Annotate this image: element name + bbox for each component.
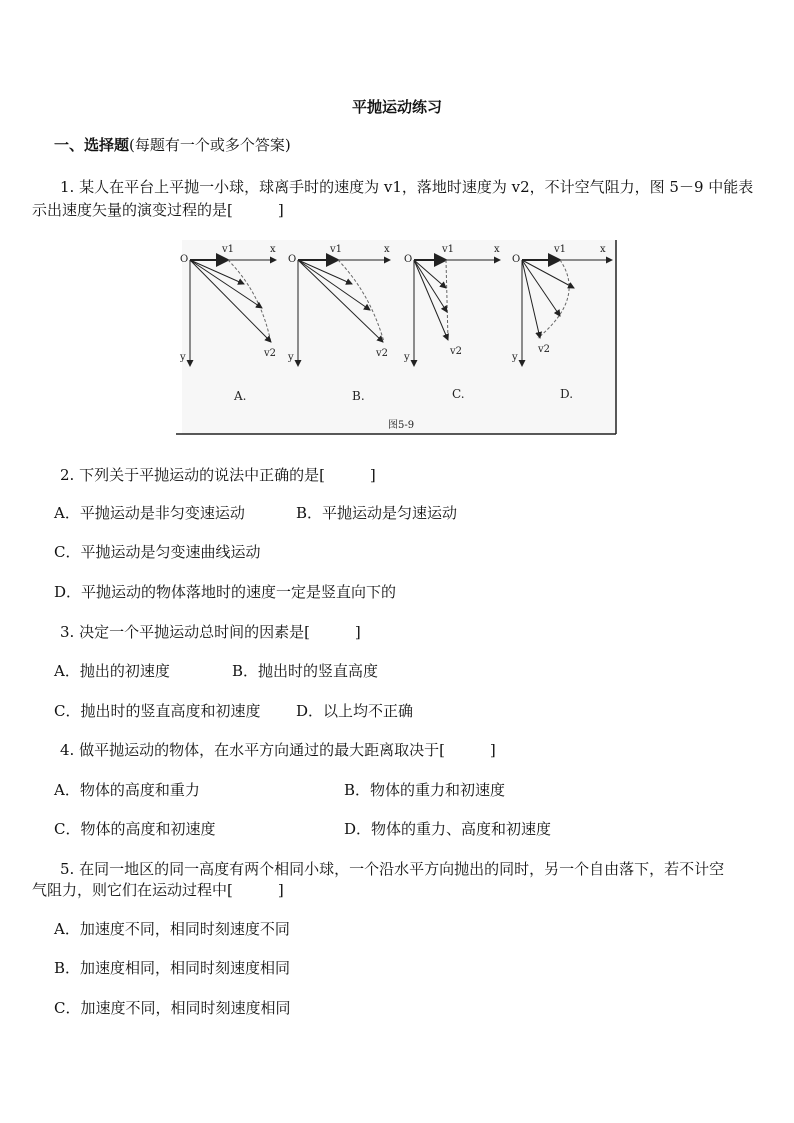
panel-b-x: x bbox=[384, 244, 390, 255]
panel-c-label: C. bbox=[452, 387, 465, 401]
question-3-option-a: A．抛出的初速度 bbox=[54, 662, 170, 680]
panel-d-v2: v2 bbox=[538, 344, 551, 355]
question-5-option-a: A．加速度不同，相同时刻速度不同 bbox=[54, 920, 290, 938]
panel-c-x: x bbox=[494, 244, 500, 255]
question-2-option-c: C．平抛运动是匀变速曲线运动 bbox=[54, 543, 261, 561]
panel-b-y: y bbox=[288, 352, 294, 363]
page-title: 平抛运动练习 bbox=[351, 98, 442, 116]
question-4-stem: 4. 做平抛运动的物体，在水平方向通过的最大距离取决于[ ] bbox=[60, 741, 496, 759]
question-1-line-1: 1. 某人在平台上平抛一小球，球离手时的速度为 v1，落地时速度为 v2，不计空气阻力，图 5－9 中能表 bbox=[60, 178, 754, 196]
question-3-option-d: D．以上均不正确 bbox=[296, 702, 414, 720]
question-1-line-2: 示出速度矢量的演变过程的是[ ] bbox=[32, 201, 284, 219]
question-2-option-b: B．平抛运动是匀速运动 bbox=[296, 504, 458, 522]
question-2-option-a: A．平抛运动是非匀变速运动 bbox=[54, 504, 245, 522]
panel-d-x: x bbox=[600, 244, 606, 255]
figure-caption: 图5-9 bbox=[388, 420, 415, 431]
question-4-option-a: A．物体的高度和重力 bbox=[54, 781, 200, 799]
question-5-option-c: C．加速度不同，相同时刻速度相同 bbox=[54, 999, 291, 1017]
question-4-option-b: B．物体的重力和初速度 bbox=[344, 781, 506, 799]
question-3-stem: 3. 决定一个平抛运动总时间的因素是[ ] bbox=[60, 623, 361, 641]
panel-d-label: D. bbox=[560, 387, 574, 401]
figure-5-9 bbox=[176, 238, 618, 438]
question-5-line-1: 5. 在同一地区的同一高度有两个相同小球，一个沿水平方向抛出的同时，另一个自由落下，若不计空 bbox=[60, 860, 725, 878]
panel-a-v1: v1 bbox=[222, 244, 235, 255]
section-heading-text: 一、选择题 bbox=[54, 136, 130, 154]
question-4-option-d: D．物体的重力、高度和初速度 bbox=[344, 820, 552, 838]
panel-b-label: B. bbox=[352, 389, 365, 403]
question-4-option-c: C．物体的高度和初速度 bbox=[54, 820, 216, 838]
velocity-vector-diagram bbox=[176, 238, 618, 438]
section-note: (每题有一个或多个答案) bbox=[129, 136, 291, 154]
panel-a-origin: O bbox=[180, 254, 189, 265]
question-5-option-b: B．加速度相同，相同时刻速度相同 bbox=[54, 959, 291, 977]
panel-c-y: y bbox=[404, 352, 410, 363]
panel-b-v1: v1 bbox=[330, 244, 343, 255]
panel-a-y: y bbox=[180, 352, 186, 363]
panel-d-v1: v1 bbox=[554, 244, 567, 255]
panel-d-y: y bbox=[512, 352, 518, 363]
panel-a-label: A. bbox=[234, 389, 247, 403]
panel-b-v2: v2 bbox=[376, 348, 389, 359]
panel-c-v1: v1 bbox=[442, 244, 455, 255]
panel-a-v2: v2 bbox=[264, 348, 277, 359]
question-3-option-c: C．抛出时的竖直高度和初速度 bbox=[54, 702, 261, 720]
panel-a-x: x bbox=[270, 244, 276, 255]
question-2-option-d: D．平抛运动的物体落地时的速度一定是竖直向下的 bbox=[54, 583, 397, 601]
question-2-stem: 2. 下列关于平抛运动的说法中正确的是[ ] bbox=[60, 466, 376, 484]
panel-b-origin: O bbox=[288, 254, 297, 265]
section-heading bbox=[54, 135, 291, 155]
question-3-option-b: B．抛出时的竖直高度 bbox=[232, 662, 379, 680]
question-5-line-2: 气阻力，则它们在运动过程中[ ] bbox=[32, 881, 284, 899]
panel-d-origin: O bbox=[512, 254, 521, 265]
panel-c-v2: v2 bbox=[450, 346, 463, 357]
panel-c-origin: O bbox=[404, 254, 413, 265]
